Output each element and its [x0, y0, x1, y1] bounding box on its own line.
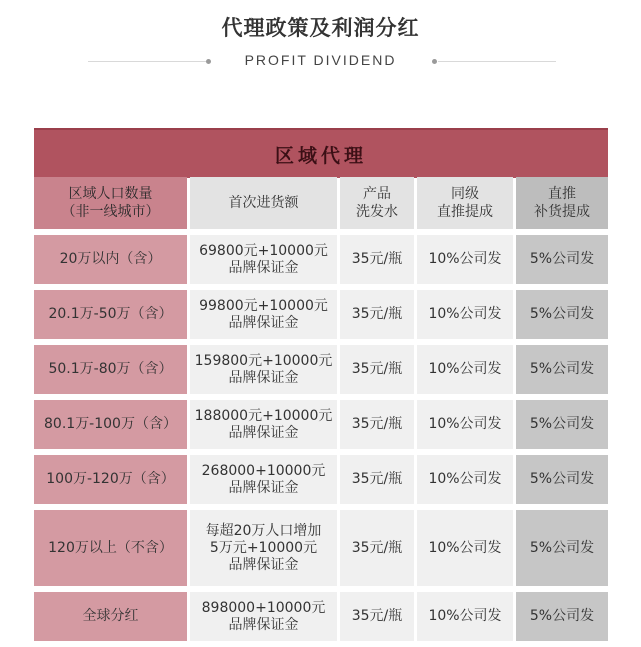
- product-price-cell: 35元/瓶: [340, 455, 414, 504]
- same-level-commission-cell: 10%公司发: [417, 235, 513, 284]
- header-same-level-line1: 同级: [451, 186, 479, 202]
- restock-commission-cell: 5%公司发: [516, 345, 608, 394]
- header-population-line1: 区域人口数量: [68, 186, 153, 202]
- initial-purchase-line1: 159800元+10000元: [194, 352, 333, 369]
- subtitle-dot-right: [432, 59, 437, 64]
- header-population: [34, 177, 187, 229]
- agent-policy-table: [34, 177, 608, 647]
- population-cell: 20.1万-50万（含）: [34, 290, 187, 339]
- banner-title: 区域代理: [274, 144, 367, 167]
- product-price-cell: 35元/瓶: [340, 510, 414, 586]
- initial-purchase-line1: 99800元+10000元: [199, 297, 328, 314]
- table-row: [34, 510, 608, 586]
- initial-purchase-cell: [190, 400, 337, 449]
- table-row: [34, 235, 608, 284]
- product-price-cell: 35元/瓶: [340, 290, 414, 339]
- initial-purchase-cell: [190, 235, 337, 284]
- same-level-commission-cell: 10%公司发: [417, 290, 513, 339]
- population-cell: 100万-120万（含）: [34, 455, 187, 504]
- initial-purchase-line2: 品牌保证金: [228, 259, 299, 276]
- table-header-row: [34, 177, 608, 229]
- table-row: [34, 290, 608, 339]
- same-level-commission-cell: 10%公司发: [417, 345, 513, 394]
- header-same-level-line2: 直推提成: [437, 204, 493, 220]
- initial-purchase-line2: 品牌保证金: [228, 314, 299, 331]
- initial-purchase-line1: 69800元+10000元: [199, 242, 328, 259]
- initial-purchase-line2: 5万元+10000元: [209, 539, 318, 556]
- initial-purchase-line2: 品牌保证金: [228, 616, 299, 633]
- initial-purchase-line1: 898000+10000元: [201, 599, 326, 616]
- population-cell: 20万以内（含）: [34, 235, 187, 284]
- initial-purchase-line2: 品牌保证金: [228, 479, 299, 496]
- header-product-line2: 洗发水: [356, 204, 398, 220]
- same-level-commission-cell: 10%公司发: [417, 455, 513, 504]
- restock-commission-cell: 5%公司发: [516, 400, 608, 449]
- page-title: 代理政策及利润分红: [221, 16, 420, 40]
- header-restock-commission: [516, 177, 608, 229]
- same-level-commission-cell: 10%公司发: [417, 510, 513, 586]
- product-price-cell: 35元/瓶: [340, 592, 414, 641]
- initial-purchase-line1: 188000元+10000元: [194, 407, 333, 424]
- initial-purchase-line2: 品牌保证金: [228, 424, 299, 441]
- product-price-cell: 35元/瓶: [340, 400, 414, 449]
- product-price-cell: 35元/瓶: [340, 345, 414, 394]
- table-row: [34, 400, 608, 449]
- restock-commission-cell: 5%公司发: [516, 455, 608, 504]
- initial-purchase-line1: 268000+10000元: [201, 462, 326, 479]
- population-cell: 全球分红: [34, 592, 187, 641]
- population-cell: 80.1万-100万（含）: [34, 400, 187, 449]
- restock-commission-cell: 5%公司发: [516, 235, 608, 284]
- restock-commission-cell: 5%公司发: [516, 510, 608, 586]
- restock-commission-cell: 5%公司发: [516, 592, 608, 641]
- header-restock-line2: 补货提成: [534, 204, 590, 220]
- population-cell: 50.1万-80万（含）: [34, 345, 187, 394]
- table-row: [34, 455, 608, 504]
- initial-purchase-cell: [190, 455, 337, 504]
- subtitle-divider-right: [438, 61, 556, 62]
- initial-purchase-cell: [190, 510, 337, 586]
- initial-purchase-line1: 每超20万人口增加: [205, 522, 322, 539]
- same-level-commission-cell: 10%公司发: [417, 400, 513, 449]
- initial-purchase-cell: [190, 290, 337, 339]
- initial-purchase-line2: 品牌保证金: [228, 369, 299, 386]
- header-restock-line1: 直推: [548, 186, 576, 202]
- population-cell: 120万以上（不含）: [34, 510, 187, 586]
- header-product-line1: 产品: [363, 186, 391, 202]
- initial-purchase-cell: [190, 345, 337, 394]
- initial-purchase-line3: 品牌保证金: [228, 556, 299, 573]
- header-product: [340, 177, 414, 229]
- table-row: [34, 345, 608, 394]
- header-same-level-commission: [417, 177, 513, 229]
- header-initial-purchase: [190, 177, 337, 229]
- product-price-cell: 35元/瓶: [340, 235, 414, 284]
- subtitle-row: [0, 52, 641, 74]
- header-population-line2: （非一线城市）: [61, 204, 160, 220]
- subtitle: PROFIT DIVIDEND: [244, 52, 397, 68]
- restock-commission-cell: 5%公司发: [516, 290, 608, 339]
- header-initial-purchase-line1: 首次进货额: [228, 195, 299, 211]
- same-level-commission-cell: 10%公司发: [417, 592, 513, 641]
- regional-agent-banner: [34, 128, 608, 178]
